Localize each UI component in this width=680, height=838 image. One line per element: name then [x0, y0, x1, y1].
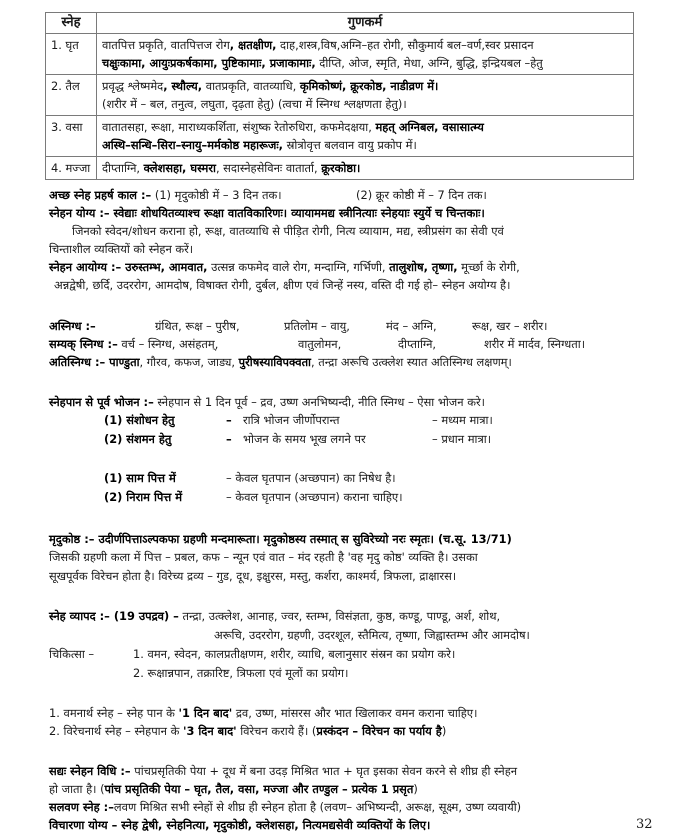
purva-bhojan-key-text: (1) संशोधन हेतु — [104, 413, 175, 427]
ati-snigdha-label: अतिस्निग्ध :– पाण्डुता — [49, 355, 140, 369]
asnigdha-label-text: अस्निग्ध :– — [49, 319, 96, 333]
sadya-snehan-line1: पांचप्रसृतिकी पेया + दूध में बना उदड़ मिश्रित भात + घृत इसका सेवन करने से शीघ्र ही स्नेहन — [130, 764, 518, 778]
snehan-ayogya-line — [49, 259, 520, 276]
sadya-snehan-label: सद्यः स्नेहन विधि :– — [49, 764, 131, 778]
row-description — [97, 116, 634, 157]
mridukoshtha-label: मृदुकोष्ठ :– उदीर्णपित्ताऽल्पकफा ग्रहणी मन्दमारूता। मृदुकोष्ठस्य तस्मात् स सुविरेच्यो नरः स्मृतः। (च.सू. 13/71) — [49, 532, 512, 546]
sneha-gunakarma-table — [45, 12, 634, 180]
vicharana-label: विचारणा योग्य – स्नेह द्वेषी, स्नेहनित्या, मृदुकोष्ठी, क्लेशसहा, नित्यमद्यसेवी व्यक्तियों के लिए। — [49, 818, 431, 832]
row-line — [102, 54, 628, 72]
purva-bhojan-value: रात्रि भोजन जीर्णोपरान्त — [243, 413, 340, 427]
text-segment: वातातसहा, रूक्षा, माराध्यकर्शिता, संशुष्क रेतोरुधिरा, कफमेदक्षया, — [102, 120, 376, 134]
vicharana-line — [49, 817, 430, 834]
text-segment: वातपित्त प्रकृति, वातपित्तज रोग — [102, 38, 230, 52]
header-gunakarma: गुणकर्म — [97, 13, 634, 34]
sadya-snehan-line — [49, 763, 517, 780]
pitta-key-text: (2) निराम पित्त में — [104, 490, 183, 504]
snehan-ayogya-text1: उत्सन्न कफमेद वाले रोग, मन्दाग्नि, गर्भिणी, — [207, 260, 390, 274]
snehan-yogya-shloka: स्वेद्याः शोधयितव्याश्च रूक्षा वातविकारिणः। व्यायाममद्य स्त्रीनित्याः स्नेहयाः स्युर्ये च चिन्तकाः। — [109, 206, 485, 220]
text-segment: दीप्ति, ओज, स्मृति, मेधा, अग्नि, बुद्धि, इन्द्रियबल –हेतु — [315, 56, 543, 70]
bold-segment: महत् अग्निबल, वसासात्म्य — [375, 120, 484, 134]
row-line — [102, 136, 628, 154]
pitta-key — [104, 489, 182, 506]
header-sneha: स्नेह — [46, 13, 97, 34]
row-name: 4. मज्जा — [46, 157, 97, 180]
mridukoshtha-line — [49, 531, 512, 548]
purva-bhojan-matra: – प्रधान मात्रा। — [432, 432, 492, 446]
snehan-yogya-desc1: जिनको स्वेदन/शोधन कराना हो, रूक्ष, वातव्याधि से पीड़ित रोगी, नित्य व्यायाम, मद्य, स्त्रीप्रसंग का सेवी एवं — [72, 224, 504, 238]
vaman-pre: 1. वमनार्थ स्नेह – स्नेह पान के — [49, 706, 179, 720]
text-segment: दाह,शस्त्र,विष,अग्नि–हत रोगी, सौकुमार्य बल–वर्ण,स्वर प्रसादन — [276, 38, 534, 52]
bold-segment: चक्षुःकामा, आयुःप्रकर्षकामा, पुष्टिकामाः, प्रजाकामाः, — [102, 56, 316, 70]
purva-bhojan-line — [49, 394, 485, 411]
bold-segment: क्रूरकोष्ठा। — [321, 161, 361, 175]
snehan-ayogya-bold2: तालुशोष, तृष्णा, — [389, 260, 458, 274]
purva-bhojan-key — [104, 412, 175, 429]
sneha-vyapad-label: स्नेह व्यापद :– (19 उपद्रव) – — [49, 609, 179, 623]
ati-snigdha-line — [49, 354, 512, 371]
samyak-snigdha-item: शरीर में मार्दव, स्निग्धता। — [484, 337, 586, 351]
ati-snigdha-bold2: पुरीषस्याविपक्वता — [238, 355, 312, 369]
samyak-snigdha-item: वर्च – स्निग्ध, असंहतम्, — [117, 337, 219, 351]
table-row — [46, 34, 634, 75]
salavan-sneha-text: लवण मिश्रित सभी स्नेहों से शीघ्र ही स्नेहन होता है (लवण– अभिष्यन्दी, अरूक्ष, सूक्ष्म, उष्ण व्यवायी) — [113, 800, 522, 814]
asnigdha-item: ग्रंथित, रूक्ष – पुरीष, — [155, 319, 240, 333]
table-row — [46, 157, 634, 180]
row-line — [102, 77, 628, 95]
pitta-key-text: (1) साम पित्त में — [104, 471, 176, 485]
row-description — [97, 75, 634, 116]
snehan-yogya-label: स्नेहन योग्य :– — [49, 206, 110, 220]
sadya-snehan-line2 — [49, 781, 418, 798]
text-segment: दीप्ताग्नि, — [102, 161, 144, 175]
pitta-value: – केवल घृतपान (अच्छपान) का निषेध है। — [226, 471, 396, 485]
sadya-snehan-line2a: हो जाता है। ( — [49, 782, 105, 796]
virechan-post: विरेचन कराये हैं। ( — [236, 724, 317, 738]
purva-bhojan-value: भोजन के समय भूख लगने पर — [243, 432, 366, 446]
dash: – — [226, 413, 232, 427]
row-line — [102, 159, 628, 177]
purva-bhojan-dash — [226, 431, 232, 448]
mridukoshtha-desc1: जिसकी ग्रहणी कला में पित्त – प्रबल, कफ – न्यून एवं वात – मंद रहती है 'वह मृदु कोष्ठ' व्यक्ति है। उसका — [49, 550, 478, 564]
page-number: 32 — [636, 817, 653, 832]
ati-snigdha-text2: , तन्द्रा अरूचि उत्क्लेश स्यात अतिस्निग्ध लक्षणम्। — [311, 355, 512, 369]
samyak-snigdha-label: सम्यक् स्निग्ध :– — [49, 337, 118, 351]
row-description — [97, 157, 634, 180]
text-segment: (शरीर में – बल, तनुत्व, लघुता, दृढ़ता हेतु) (त्वचा में स्निग्ध श्लक्षणता हेतु)। — [102, 97, 407, 111]
purva-bhojan-text: स्नेहपान से 1 दिन पूर्व – द्रव, उष्ण अनभिष्यन्दी, नीति स्निग्ध – ऐसा भोजन करे। — [153, 395, 485, 409]
samyak-snigdha-item: दीप्ताग्नि, — [398, 337, 437, 351]
bold-segment: , क्षतक्षीण, — [229, 38, 277, 52]
purva-bhojan-label: स्नेहपान से पूर्व भोजन :– — [49, 395, 154, 409]
row-line — [102, 118, 628, 136]
vaman-post: द्रव, उष्ण, मांसरस और भात खिलाकर वमन कराना चाहिए। — [232, 706, 478, 720]
text-segment: स्रोत्रोवृत्त बलवान वायु प्रकोप में। — [282, 138, 417, 152]
dash: – — [226, 432, 232, 446]
asnigdha-label — [49, 318, 96, 335]
sneha-vyapad-line2: अरूचि, उदररोग, ग्रहणी, उदरशूल, स्तैमित्य, तृष्णा, जिह्वास्तम्भ और आमदोष। — [214, 628, 530, 642]
purva-bhojan-dash — [226, 412, 232, 429]
accha-sneha-part1: (1) मृदुकोष्ठी में – 3 दिन तक। — [151, 188, 282, 202]
accha-sneha-line — [49, 187, 282, 204]
asnigdha-item: मंद – अग्नि, — [386, 319, 437, 333]
sneha-vyapad-line — [49, 608, 500, 625]
snehan-yogya-line — [49, 205, 485, 222]
chikitsa-label: चिकित्सा – — [49, 647, 95, 661]
chikitsa-item: 2. रूक्षान्नपान, तक्रारिष्ट, त्रिफला एवं मूलों का प्रयोग। — [133, 666, 349, 680]
sadya-snehan-line2c: ) — [413, 782, 418, 796]
table-row — [46, 116, 634, 157]
pitta-key — [104, 470, 176, 487]
virechan-bold2: प्रस्कंदन – विरेचन का पर्याय है — [316, 724, 442, 738]
bold-segment: अस्थि–सन्धि–सिरा–स्नायु–मर्मकोष्ठ महारूजः, — [102, 138, 283, 152]
snehan-ayogya-line2: अन्नद्वेषी, छर्दि, उदररोग, आमदोष, विषाक्त रोगी, दुर्बल, क्षीण एवं जिन्हें नस्य, वस्ति दी गई हो– स्नेहन अयोग्य है। — [54, 278, 511, 292]
purva-bhojan-key — [104, 431, 171, 448]
asnigdha-item: रूक्ष, खर – शरीर। — [472, 319, 548, 333]
text-segment: वातप्रकृति, वातव्याधि, — [202, 79, 300, 93]
virechan-bold: '3 दिन बाद' — [182, 724, 237, 738]
row-line — [102, 95, 628, 113]
asnigdha-item: प्रतिलोम – वायु, — [284, 319, 350, 333]
row-description — [97, 34, 634, 75]
bold-segment: कृमिकोष्णं, क्रूरकोष्ठ, नाडीव्रण में। — [299, 79, 439, 93]
chikitsa-item: 1. वमन, स्वेदन, कालप्रतीक्षणम, शरीर, व्याधि, बलानुसार संस्रन का प्रयोग करे। — [133, 647, 456, 661]
table-header-row — [46, 13, 634, 34]
samyak-snigdha-line — [49, 336, 218, 353]
virechan-line — [49, 723, 446, 740]
text-segment: , सदास्नेहसेविनः वातार्ता, — [215, 161, 322, 175]
snehan-ayogya-text2: मूर्च्छा के रोगी, — [457, 260, 520, 274]
row-name: 2. तैल — [46, 75, 97, 116]
snehan-ayogya-label: स्नेहन आयोग्य :– उरुस्तम्भ, आमवात, — [49, 260, 208, 274]
samyak-snigdha-item: वातुलोमन, — [298, 337, 342, 351]
bold-segment: क्लेशसहा, घस्मरा — [143, 161, 216, 175]
table-row — [46, 75, 634, 116]
pitta-value: – केवल घृतपान (अच्छपान) कराना चाहिए। — [226, 490, 403, 504]
purva-bhojan-key-text: (2) संशमन हेतु — [104, 432, 172, 446]
purva-bhojan-matra: – मध्यम मात्रा। — [432, 413, 493, 427]
salavan-sneha-line — [49, 799, 521, 816]
bold-segment: , स्थौल्य, — [163, 79, 203, 93]
snehan-yogya-desc2: चिन्ताशील व्यक्तियों को स्नेहन करें। — [49, 242, 194, 256]
row-line — [102, 36, 628, 54]
row-name: 1. घृत — [46, 34, 97, 75]
salavan-sneha-label: सलवण स्नेह :– — [49, 800, 114, 814]
ati-snigdha-text1: , गौरव, कफज, जाड्य, — [139, 355, 239, 369]
virechan-pre: 2. विरेचनार्थ स्नेह – स्नेहपान के — [49, 724, 183, 738]
accha-sneha-part2: (2) क्रूर कोष्ठी में – 7 दिन तक। — [356, 188, 487, 202]
vaman-line — [49, 705, 477, 722]
virechan-post2: ) — [441, 724, 447, 738]
accha-sneha-label: अच्छ स्नेह प्रहर्ष काल :– — [49, 188, 152, 202]
text-segment: प्रवृद्ध श्लेष्ममेद — [102, 79, 164, 93]
sadya-snehan-line2b: पांच प्रसृतिकी पेया – घृत, तैल, वसा, मज्जा और तण्डुल – प्रत्येक 1 प्रसृत — [104, 782, 414, 796]
row-name: 3. वसा — [46, 116, 97, 157]
sneha-vyapad-line1: तन्द्रा, उत्क्लेश, आनाह, ज्वर, स्तम्भ, विसंज्ञता, कुष्ठ, कण्डू, पाण्डू, अर्श, शोथ, — [178, 609, 501, 623]
vaman-bold: '1 दिन बाद' — [178, 706, 233, 720]
mridukoshtha-desc2: सूखपूर्वक विरेचन होता है। विरेच्य द्रव्य – गुड, दूध, इक्षुरस, मस्तु, कर्शरा, काश्मर्य, त्रिफला, द्राक्षारस। — [49, 569, 457, 583]
